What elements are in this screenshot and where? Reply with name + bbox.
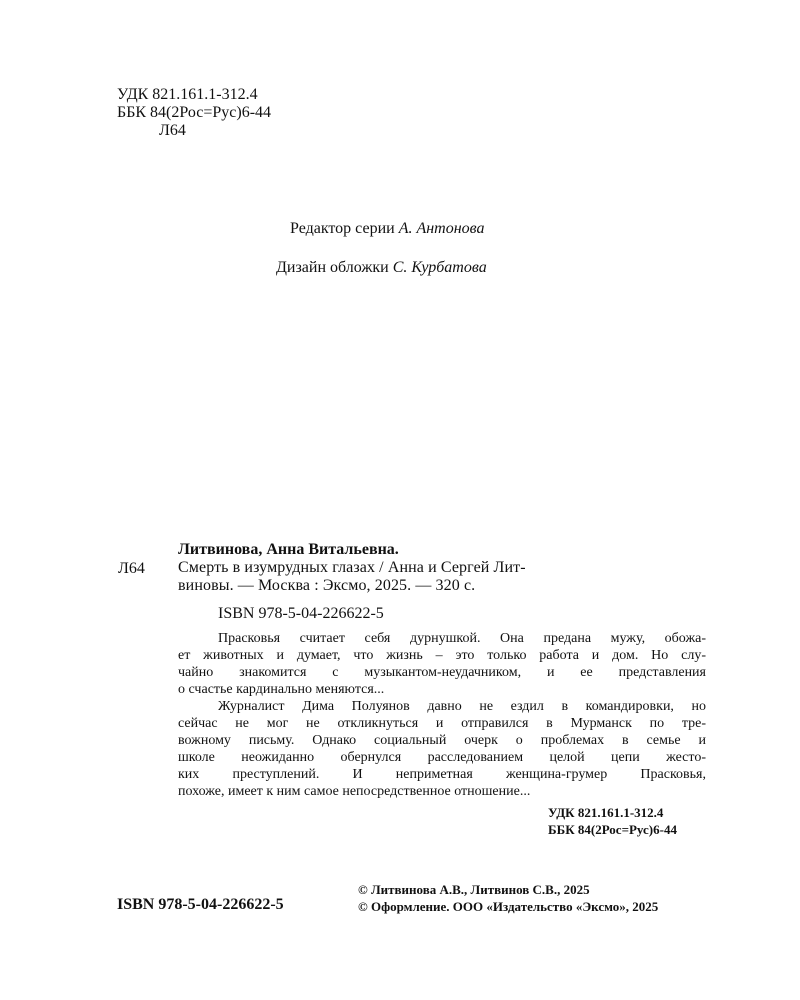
copyright-line: © Литвинова А.В., Литвинов С.В., 2025 [358, 882, 590, 897]
card-classification [548, 804, 677, 838]
annotation-line: ких преступлений. И неприметная женщина-грумер Прасковья, [178, 767, 706, 782]
top-author-code: Л64 [159, 122, 186, 139]
catalog-title [178, 559, 706, 595]
series-editor-role: Редактор серии [290, 220, 399, 237]
series-editor-credit [290, 220, 485, 238]
annotation-paragraph-2 [178, 698, 706, 800]
annotation-line: ет животных и думает, что жизнь – это только работа и дом. Но слу- [178, 648, 706, 663]
catalog-title-line: Смерть в изумрудных глазах / Анна и Сергей Лит- [178, 559, 526, 576]
cover-design-credit [276, 259, 487, 277]
catalog-author: Литвинова, Анна Витальевна. [178, 541, 399, 558]
top-bbk: ББК 84(2Рос=Рус)6-44 [117, 104, 272, 121]
card-udk: УДК 821.161.1-312.4 [548, 805, 664, 820]
cover-design-role: Дизайн обложки [276, 259, 393, 276]
annotation-paragraph-1 [178, 630, 706, 698]
top-udk: УДК 821.161.1-312.4 [117, 86, 258, 103]
annotation-line: о счастье кардинально меняются... [178, 682, 385, 697]
annotation-line: похоже, имеет к ним самое непосредственное отношение... [178, 784, 531, 799]
annotation-line: чайно знакомится с музыкантом-неудачником, и ее представления [178, 665, 706, 680]
footer-isbn: ISBN 978-5-04-226622-5 [117, 896, 284, 913]
annotation-line: вожному письму. Однако социальный очерк о проблемах в семье и [178, 733, 706, 748]
cover-design-name: С. Курбатова [392, 259, 487, 276]
series-editor-name: А. Антонова [398, 220, 485, 237]
copyright-line: © Оформление. ООО «Издательство «Эксмо», 2025 [358, 899, 659, 914]
annotation-line: Журналист Дима Полуянов давно не ездил в командировки, но [218, 699, 706, 714]
annotation-line: школе неожиданно обернулся расследованием целой цепи жесто- [178, 750, 706, 765]
catalog-isbn: ISBN 978-5-04-226622-5 [218, 605, 384, 622]
annotation-line: Прасковья считает себя дурнушкой. Она предана мужу, обожа- [218, 631, 706, 646]
top-classification [117, 86, 271, 140]
catalog-author-code: Л64 [118, 560, 145, 577]
card-bbk: ББК 84(2Рос=Рус)6-44 [548, 822, 677, 837]
copyright-block [358, 881, 658, 915]
catalog-title-line: виновы. — Москва : Эксмо, 2025. — 320 с. [178, 577, 476, 594]
annotation-line: сейчас не мог не откликнуться и отправился в Мурманск по тре- [178, 716, 706, 731]
annotation [178, 630, 706, 800]
